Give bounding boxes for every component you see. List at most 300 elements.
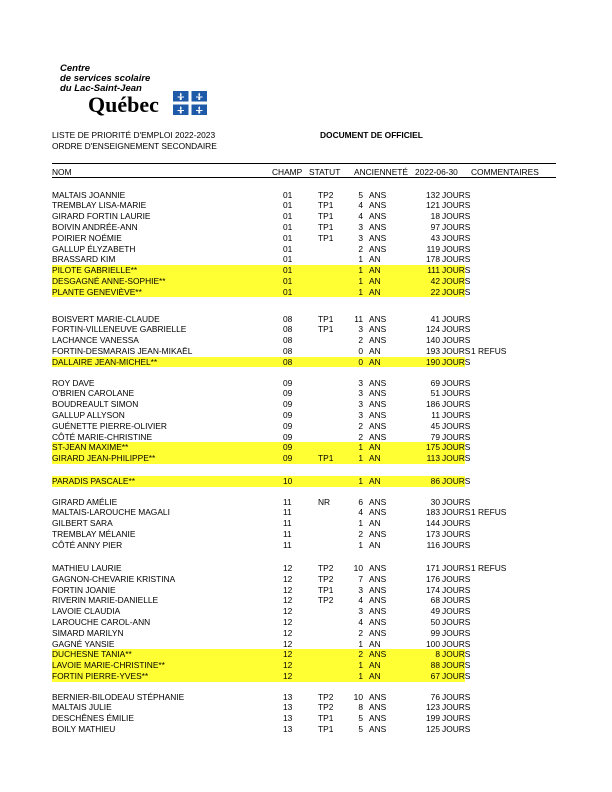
statut-cell: TP1 — [318, 211, 334, 222]
table-row — [52, 232, 471, 244]
champ-cell: 12 — [283, 584, 293, 595]
champ-cell: 11 — [283, 496, 292, 507]
champ-cell: 13 — [283, 702, 293, 713]
anciennete-unit: ANS — [369, 420, 387, 431]
champ-cell: 11 — [283, 518, 292, 529]
statut-cell: TP2 — [318, 189, 334, 200]
champ-cell: 01 — [283, 189, 293, 200]
statut-cell: TP1 — [318, 221, 334, 232]
statut-cell: TP2 — [318, 573, 334, 584]
employee-name: RIVERIN MARIE-DANIELLE — [52, 595, 159, 606]
jours-unit: JOURS — [442, 377, 471, 388]
anciennete-value: 1 — [358, 265, 363, 276]
column-header-nom: NOM — [52, 167, 72, 177]
employee-name: BOILY MATHIEU — [52, 723, 116, 734]
champ-cell: 11 — [283, 528, 292, 539]
jours-unit: JOURS — [442, 702, 471, 713]
anciennete-unit: ANS — [369, 496, 387, 507]
statut-cell: TP1 — [318, 584, 334, 595]
jours-value: 190 — [426, 356, 440, 367]
champ-cell: 09 — [283, 399, 293, 410]
jours-value: 99 — [430, 627, 440, 638]
champ-cell: 01 — [283, 286, 293, 297]
champ-cell: 01 — [283, 200, 293, 211]
anciennete-value: 0 — [358, 356, 363, 367]
anciennete-value: 1 — [358, 476, 363, 486]
employee-name: FORTIN-VILLENEUVE GABRIELLE — [52, 324, 187, 335]
column-header-anciennete: ANCIENNETÉ — [354, 167, 408, 177]
employee-name: CÔTÉ MARIE-CHRISTINE — [52, 431, 153, 442]
employee-name: GIRARD JEAN-PHILIPPE** — [52, 453, 156, 464]
jours-unit: JOURS — [442, 221, 471, 232]
jours-unit: JOURS — [442, 335, 471, 346]
anciennete-unit: AN — [369, 356, 381, 367]
table-row — [52, 507, 507, 518]
champ-cell: 09 — [283, 442, 293, 453]
statut-cell: TP2 — [318, 595, 334, 606]
anciennete-value: 8 — [358, 702, 363, 713]
jours-unit: JOURS — [442, 649, 471, 660]
jours-unit: JOURS — [442, 539, 471, 550]
jours-value: 199 — [426, 713, 440, 724]
jours-value: 186 — [426, 399, 440, 410]
champ-cell: 13 — [283, 691, 293, 702]
anciennete-value: 4 — [358, 507, 363, 518]
table-row — [52, 528, 471, 540]
employee-name: CÔTÉ ANNY PIER — [52, 539, 123, 550]
anciennete-value: 2 — [358, 431, 363, 442]
anciennete-value: 3 — [358, 232, 363, 243]
anciennete-unit: ANS — [369, 507, 387, 518]
statut-cell: TP1 — [318, 324, 334, 335]
anciennete-unit: AN — [369, 671, 381, 681]
anciennete-unit: ANS — [369, 563, 387, 573]
jours-unit: JOURS — [442, 660, 471, 671]
table-row — [52, 584, 471, 596]
statut-cell: TP1 — [318, 200, 334, 211]
anciennete-unit: AN — [369, 345, 381, 356]
jours-unit: JOURS — [442, 211, 471, 222]
jours-value: 69 — [430, 377, 440, 388]
jours-value: 193 — [426, 345, 440, 356]
employee-name: LAVOIE CLAUDIA — [52, 606, 121, 617]
jours-unit: JOURS — [442, 189, 471, 200]
jours-unit: JOURS — [442, 243, 471, 254]
anciennete-unit: ANS — [369, 335, 387, 346]
anciennete-unit: ANS — [369, 617, 387, 627]
champ-cell: 12 — [283, 671, 293, 681]
employee-name: GAGNON-CHEVARIE KRISTINA — [52, 573, 176, 584]
anciennete-unit: ANS — [369, 606, 387, 617]
header-rule-top — [52, 163, 556, 164]
champ-cell: 12 — [283, 595, 293, 606]
table-row — [52, 660, 471, 671]
logo-line-2: de services scolaire — [60, 73, 151, 84]
jours-value: 178 — [426, 254, 440, 265]
jours-value: 100 — [426, 638, 440, 649]
table-row — [52, 518, 471, 529]
jours-value: 111 — [427, 265, 440, 276]
champ-cell: 11 — [283, 539, 292, 550]
anciennete-value: 3 — [358, 221, 363, 232]
employee-name: BOIVIN ANDRÉE-ANN — [52, 221, 138, 232]
anciennete-value: 1 — [358, 518, 363, 529]
anciennete-value: 11 — [354, 313, 363, 324]
anciennete-unit: ANS — [369, 702, 387, 713]
employee-name: LACHANCE VANESSA — [52, 335, 139, 346]
jours-value: 121 — [426, 200, 440, 211]
document-subtitle: ORDRE D'ENSEIGNEMENT SECONDAIRE — [52, 141, 217, 151]
table-row — [52, 606, 471, 617]
table-row — [52, 221, 471, 233]
anciennete-unit: ANS — [369, 211, 387, 222]
champ-cell: 09 — [283, 388, 293, 399]
jours-value: 183 — [426, 507, 440, 518]
champ-cell: 01 — [283, 243, 293, 254]
champ-cell: 01 — [283, 254, 293, 265]
anciennete-unit: ANS — [369, 431, 387, 442]
champ-cell: 12 — [283, 573, 293, 584]
champ-cell: 10 — [283, 476, 293, 486]
jours-value: 8 — [435, 649, 440, 660]
anciennete-value: 3 — [358, 606, 363, 617]
employee-name: BERNIER-BILODEAU STÉPHANIE — [52, 691, 185, 702]
anciennete-unit: ANS — [369, 627, 387, 638]
column-header-statut: STATUT — [309, 167, 341, 177]
anciennete-value: 10 — [353, 691, 363, 702]
logo-quebec-wordmark: Québec — [88, 92, 159, 117]
table-row — [52, 335, 471, 346]
anciennete-value: 1 — [358, 539, 363, 550]
anciennete-value: 1 — [358, 442, 363, 453]
jours-unit: JOURS — [442, 399, 471, 410]
jours-value: 88 — [430, 660, 440, 671]
jours-unit: JOURS — [442, 286, 471, 297]
table-row — [52, 702, 471, 713]
jours-value: 176 — [426, 573, 440, 584]
champ-cell: 12 — [283, 563, 293, 573]
jours-value: 123 — [426, 702, 440, 713]
employee-name: GILBERT SARA — [52, 518, 113, 529]
anciennete-unit: ANS — [369, 399, 387, 410]
logo-line-1: Centre — [60, 63, 91, 74]
jours-value: 22 — [430, 286, 440, 297]
document-title: LISTE DE PRIORITÉ D'EMPLOI 2022-2023 — [52, 130, 216, 140]
table-row — [52, 442, 471, 453]
anciennete-unit: ANS — [369, 313, 387, 324]
employee-name: FORTIN PIERRE-YVES** — [52, 671, 149, 681]
table-row — [52, 200, 471, 211]
jours-unit: JOURS — [442, 507, 471, 518]
anciennete-unit: AN — [369, 286, 381, 297]
jours-unit: JOURS — [442, 671, 471, 681]
statut-cell: TP1 — [318, 232, 334, 243]
champ-cell: 09 — [283, 409, 293, 420]
jours-value: 18 — [430, 211, 440, 222]
employee-name: DESGAGNÉ ANNE-SOPHIE** — [52, 275, 166, 286]
champ-cell: 08 — [283, 324, 293, 335]
employee-name: GUÉNETTE PIERRE-OLIVIER — [52, 420, 167, 431]
column-header-date: 2022-06-30 — [415, 167, 458, 177]
table-row — [52, 345, 507, 357]
employee-name: DALLAIRE JEAN-MICHEL** — [52, 356, 158, 367]
jours-unit: JOURS — [442, 606, 471, 617]
employee-name: PARADIS PASCALE** — [52, 476, 136, 486]
employee-name: BRASSARD KIM — [52, 254, 116, 265]
anciennete-value: 4 — [358, 200, 363, 211]
champ-cell: 12 — [283, 638, 293, 649]
champ-cell: 01 — [283, 232, 293, 243]
anciennete-unit: ANS — [369, 713, 387, 724]
table-row — [52, 476, 471, 487]
jours-unit: JOURS — [442, 442, 471, 453]
jours-unit: JOURS — [442, 254, 471, 265]
anciennete-unit: AN — [369, 265, 381, 276]
anciennete-unit: ANS — [369, 200, 387, 211]
champ-cell: 01 — [283, 211, 293, 222]
logo-line-3: du Lac-Saint-Jean — [60, 83, 142, 94]
anciennete-value: 1 — [358, 671, 363, 681]
jours-value: 42 — [430, 275, 440, 286]
anciennete-value: 2 — [358, 649, 363, 660]
table-row — [52, 627, 471, 639]
jours-value: 119 — [426, 243, 440, 254]
employee-name: LAVOIE MARIE-CHRISTINE** — [52, 660, 165, 671]
employee-name: PILOTE GABRIELLE** — [52, 265, 138, 276]
champ-cell: 09 — [283, 453, 293, 464]
anciennete-unit: AN — [369, 275, 381, 286]
jours-unit: JOURS — [442, 275, 471, 286]
champ-cell: 11 — [283, 507, 292, 518]
table-row — [52, 189, 471, 201]
jours-value: 76 — [430, 691, 440, 702]
employee-name: O'BRIEN CAROLANE — [52, 388, 135, 399]
employee-name: MALTAIS JULIE — [52, 702, 112, 713]
table-row — [52, 243, 471, 255]
jours-value: 113 — [426, 453, 440, 464]
employee-name: SIMARD MARILYN — [52, 627, 124, 638]
jours-value: 43 — [430, 232, 440, 243]
jours-unit: JOURS — [442, 723, 471, 734]
table-row — [52, 409, 471, 421]
employee-name: GIRARD FORTIN LAURIE — [52, 211, 151, 222]
jours-value: 50 — [430, 617, 440, 627]
jours-unit: JOURS — [442, 713, 471, 724]
anciennete-unit: ANS — [369, 388, 387, 399]
jours-unit: JOURS — [442, 409, 471, 420]
employee-name: BOISVERT MARIE-CLAUDE — [52, 313, 160, 324]
champ-cell: 12 — [283, 627, 293, 638]
anciennete-value: 2 — [358, 335, 363, 346]
jours-value: 125 — [426, 723, 440, 734]
jours-value: 30 — [430, 496, 440, 507]
table-row — [52, 496, 471, 508]
jours-value: 49 — [430, 606, 440, 617]
jours-unit: JOURS — [442, 595, 471, 606]
anciennete-value: 1 — [358, 660, 363, 671]
table-row — [52, 356, 471, 368]
anciennete-value: 3 — [358, 388, 363, 399]
anciennete-value: 2 — [358, 528, 363, 539]
jours-unit: JOURS — [442, 528, 471, 539]
anciennete-value: 2 — [358, 420, 363, 431]
anciennete-value: 2 — [358, 627, 363, 638]
employee-name: PLANTE GENEVIÈVE** — [52, 286, 142, 297]
employee-name: DUCHESNE TANIA** — [52, 649, 132, 660]
statut-cell: TP1 — [318, 723, 334, 734]
jours-value: 41 — [430, 313, 440, 324]
employee-name: POIRIER NOÉMIE — [52, 232, 122, 243]
jours-value: 45 — [430, 420, 440, 431]
champ-cell: 12 — [283, 617, 293, 627]
anciennete-value: 4 — [358, 617, 363, 627]
table-row — [52, 313, 471, 325]
table-row — [52, 377, 471, 389]
jours-unit: JOURS — [442, 345, 471, 356]
jours-unit: JOURS — [442, 265, 471, 276]
table-row — [52, 254, 471, 265]
column-header-champ: CHAMP — [272, 167, 303, 177]
champ-cell: 09 — [283, 377, 293, 388]
table-row — [52, 324, 471, 335]
jours-value: 86 — [430, 476, 440, 486]
employee-name: GALLUP ÉLYZABETH — [52, 243, 136, 254]
jours-unit: JOURS — [442, 388, 471, 399]
anciennete-value: 5 — [358, 723, 363, 734]
anciennete-unit: ANS — [369, 377, 387, 388]
table-row — [52, 453, 471, 464]
employee-name: LAROUCHE CAROL-ANN — [52, 617, 151, 627]
champ-cell: 08 — [283, 345, 293, 356]
anciennete-value: 4 — [358, 595, 363, 606]
jours-value: 97 — [430, 221, 440, 232]
jours-value: 144 — [426, 518, 440, 529]
anciennete-value: 3 — [358, 399, 363, 410]
header-rule-bottom — [52, 177, 556, 178]
champ-cell: 13 — [283, 713, 293, 724]
table-row — [52, 713, 471, 724]
table-row — [52, 275, 471, 287]
anciennete-unit: AN — [369, 539, 381, 550]
comment-cell: 1 REFUS — [471, 507, 507, 518]
jours-unit: JOURS — [442, 476, 471, 486]
table-row — [52, 723, 471, 735]
jours-unit: JOURS — [442, 324, 471, 335]
statut-cell: TP2 — [318, 563, 334, 573]
champ-cell: 08 — [283, 335, 293, 346]
jours-value: 174 — [426, 584, 440, 595]
statut-cell: TP1 — [318, 453, 334, 464]
champ-cell: 01 — [283, 275, 293, 286]
employee-name: TREMBLAY LISA-MARIE — [52, 200, 147, 211]
anciennete-unit: ANS — [369, 649, 387, 660]
table-row — [52, 420, 471, 432]
anciennete-value: 5 — [358, 189, 363, 200]
comment-cell: 1 REFUS — [471, 345, 507, 356]
employee-name: MALTAIS-LAROUCHE MAGALI — [52, 507, 170, 518]
table-row — [52, 573, 471, 585]
jours-value: 173 — [426, 528, 440, 539]
jours-unit: JOURS — [442, 496, 471, 507]
anciennete-value: 1 — [358, 275, 363, 286]
anciennete-unit: AN — [369, 660, 381, 671]
employee-name: DESCHÊNES ÉMILIE — [52, 713, 134, 724]
jours-value: 116 — [426, 539, 440, 550]
document-status: DOCUMENT DE OFFICIEL — [320, 130, 423, 140]
jours-value: 132 — [426, 189, 440, 200]
anciennete-value: 2 — [358, 243, 363, 254]
table-row — [52, 286, 471, 298]
employee-name: ROY DAVE — [52, 377, 95, 388]
jours-value: 51 — [430, 388, 440, 399]
table-row — [52, 265, 471, 276]
jours-unit: JOURS — [442, 627, 471, 638]
table-row — [52, 563, 507, 574]
anciennete-unit: ANS — [369, 595, 387, 606]
jours-value: 124 — [426, 324, 440, 335]
champ-cell: 08 — [283, 313, 293, 324]
champ-cell: 01 — [283, 265, 293, 276]
jours-unit: JOURS — [442, 691, 471, 702]
anciennete-unit: ANS — [369, 723, 387, 734]
jours-unit: JOURS — [442, 638, 471, 649]
anciennete-value: 3 — [358, 584, 363, 595]
comment-cell: 1 REFUS — [471, 563, 507, 573]
anciennete-unit: AN — [369, 254, 381, 265]
anciennete-unit: ANS — [369, 324, 387, 335]
table-row — [52, 671, 471, 682]
table-row — [52, 388, 471, 399]
table-row — [52, 638, 471, 650]
jours-value: 68 — [430, 595, 440, 606]
table-row — [52, 595, 471, 606]
anciennete-value: 4 — [358, 211, 363, 222]
jours-value: 171 — [426, 563, 440, 573]
champ-cell: 01 — [283, 221, 293, 232]
jours-unit: JOURS — [442, 584, 471, 595]
anciennete-unit: AN — [369, 518, 381, 529]
table-row — [52, 399, 471, 410]
anciennete-value: 1 — [358, 254, 363, 265]
champ-cell: 12 — [283, 649, 293, 660]
jours-unit: JOURS — [442, 431, 471, 442]
table-row — [52, 617, 471, 628]
column-header-commentaires: COMMENTAIRES — [471, 167, 539, 177]
jours-value: 11 — [431, 409, 440, 420]
employee-name: MALTAIS JOANNIE — [52, 189, 126, 200]
table-row — [52, 691, 471, 703]
anciennete-unit: AN — [369, 476, 381, 486]
table-row — [52, 649, 471, 660]
employee-name: GAGNÉ YANSIE — [52, 638, 115, 649]
employee-name: BOUDREAULT SIMON — [52, 399, 139, 410]
anciennete-value: 7 — [358, 573, 363, 584]
anciennete-unit: AN — [369, 442, 381, 453]
employee-name: TREMBLAY MÉLANIE — [52, 528, 136, 539]
employee-name: GIRARD AMÉLIE — [52, 496, 118, 507]
jours-unit: JOURS — [442, 453, 471, 464]
anciennete-value: 6 — [358, 496, 363, 507]
anciennete-value: 3 — [358, 377, 363, 388]
anciennete-unit: ANS — [369, 573, 387, 584]
jours-unit: JOURS — [442, 200, 471, 211]
champ-cell: 12 — [283, 606, 293, 617]
quebec-flag-icon — [173, 91, 207, 115]
anciennete-unit: ANS — [369, 232, 387, 243]
anciennete-value: 1 — [358, 453, 363, 464]
organization-logo — [60, 64, 230, 120]
anciennete-unit: ANS — [369, 243, 387, 254]
